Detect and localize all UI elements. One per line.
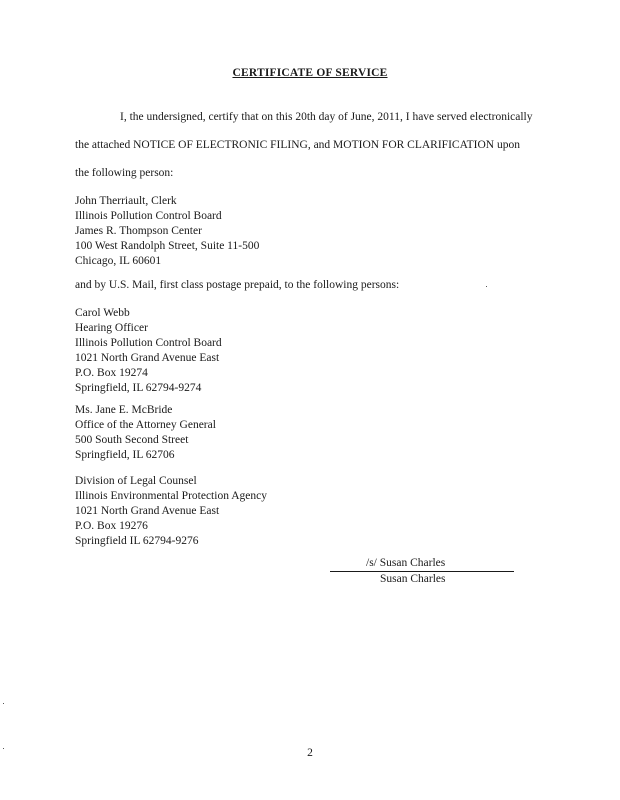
address-line: Springfield, IL 62794-9274: [75, 382, 202, 394]
certification-line-1: I, the undersigned, certify that on this 20th day of June, 2011, I have served electronically: [120, 111, 533, 123]
recipient-address-2: [75, 403, 216, 463]
address-line: James R. Thompson Center: [75, 225, 202, 237]
mail-service-line: and by U.S. Mail, first class postage prepaid, to the following persons:: [75, 279, 400, 291]
primary-recipient-address: [75, 194, 259, 269]
scan-speck: [486, 286, 487, 287]
address-line: Illinois Environmental Protection Agency: [75, 490, 267, 502]
certification-line-3: the following person:: [75, 167, 174, 179]
address-line: 1021 North Grand Avenue East: [75, 352, 220, 364]
address-line: Ms. Jane E. McBride: [75, 404, 173, 416]
recipient-address-3: [75, 474, 267, 549]
scan-speck: [3, 703, 4, 704]
address-line: 500 South Second Street: [75, 434, 189, 446]
page-number: 2: [307, 747, 313, 759]
address-line: Division of Legal Counsel: [75, 475, 197, 487]
address-line: Illinois Pollution Control Board: [75, 210, 222, 222]
document-title: CERTIFICATE OF SERVICE: [232, 67, 388, 79]
address-line: John Therriault, Clerk: [75, 195, 177, 207]
scan-speck: [3, 748, 4, 749]
address-line: Office of the Attorney General: [75, 419, 216, 431]
address-line: Carol Webb: [75, 307, 130, 319]
certification-line-2: the attached NOTICE OF ELECTRONIC FILING, and MOTION FOR CLARIFICATION upon: [75, 139, 520, 151]
address-line: P.O. Box 19276: [75, 520, 148, 532]
address-line: 1021 North Grand Avenue East: [75, 505, 220, 517]
signer-printed-name: Susan Charles: [380, 573, 446, 585]
electronic-signature: /s/ Susan Charles: [366, 557, 446, 569]
signature-line: [330, 571, 514, 572]
address-line: 100 West Randolph Street, Suite 11-500: [75, 240, 260, 252]
address-line: Springfield, IL 62706: [75, 449, 175, 461]
address-line: Illinois Pollution Control Board: [75, 337, 222, 349]
address-line: Springfield IL 62794-9276: [75, 535, 199, 547]
address-line: Hearing Officer: [75, 322, 148, 334]
address-line: P.O. Box 19274: [75, 367, 148, 379]
recipient-address-1: [75, 306, 222, 396]
address-line: Chicago, IL 60601: [75, 255, 162, 267]
